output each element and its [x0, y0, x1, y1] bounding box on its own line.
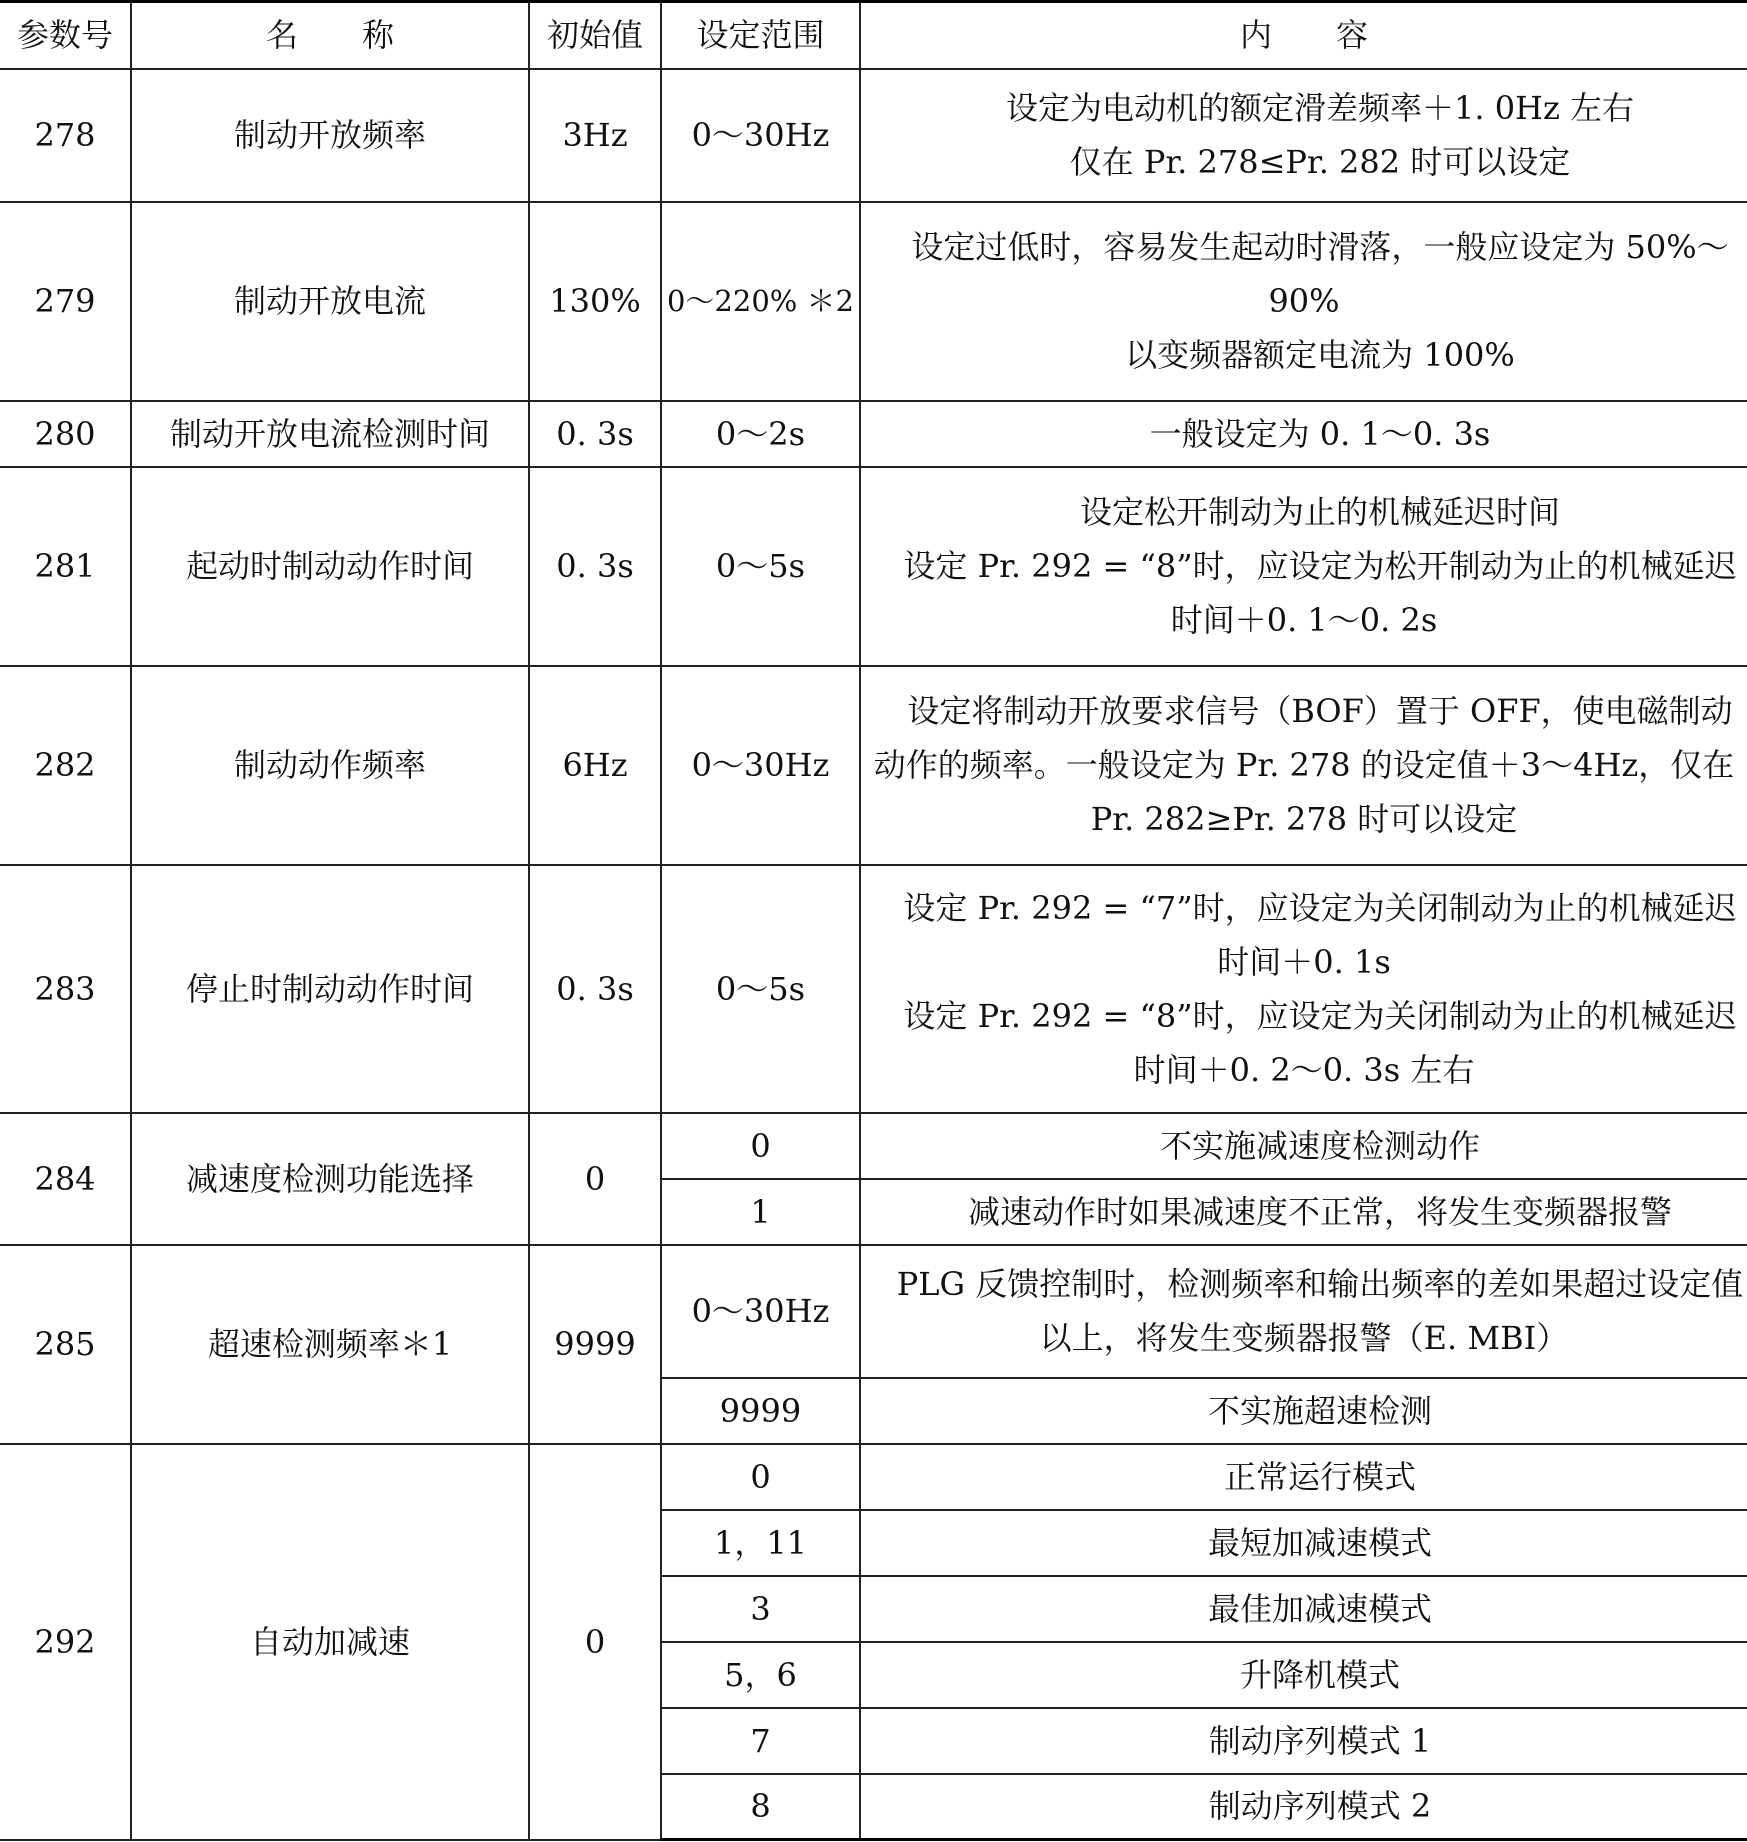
content-cell [860, 865, 1747, 1113]
param-name: 自动加减速 [131, 1444, 529, 1840]
content-line: 设定 Pr. 292 = “8”时，应设定为关闭制动为止的机械延迟时间＋0. 2～0. 3s 左右 [903, 996, 1737, 1089]
content-cell [860, 1245, 1747, 1378]
setting-range: 1 [661, 1179, 860, 1245]
param-number: 283 [0, 865, 131, 1113]
param-number: 285 [0, 1245, 131, 1444]
setting-range: 0～30Hz [661, 69, 860, 202]
setting-range: 3 [661, 1576, 860, 1642]
content-line: PLG 反馈控制时，检测频率和输出频率的差如果超过设定值以上，将发生变频器报警（E. MBI） [896, 1265, 1744, 1357]
setting-range: 9999 [661, 1378, 860, 1444]
content-line: 仅在 Pr. 278≤Pr. 282 时可以设定 [1069, 143, 1571, 181]
param-number: 292 [0, 1444, 131, 1840]
setting-range: 7 [661, 1708, 860, 1774]
content-line: 不实施超速检测 [1207, 1391, 1432, 1430]
table-row [0, 1113, 1747, 1179]
header-content: 内 容 [860, 2, 1747, 69]
setting-range: 0～2s [661, 401, 860, 467]
table-row [0, 865, 1747, 1113]
setting-range: 0～5s [661, 865, 860, 1113]
content-cell [860, 1642, 1747, 1708]
table-row [0, 1444, 1747, 1510]
param-number: 282 [0, 666, 131, 865]
content-line: 设定将制动开放要求信号（BOF）置于 OFF，使电磁制动动作的频率。一般设定为 Pr. 278 的设定值＋3～4Hz，仅在 Pr. 282≥Pr. 278 时可以设定 [873, 692, 1735, 838]
param-number: 278 [0, 69, 131, 202]
initial-value: 6Hz [529, 666, 661, 865]
table-row [0, 202, 1747, 401]
content-line: 制动序列模式 1 [1208, 1721, 1432, 1760]
setting-range: 0 [661, 1444, 860, 1510]
header-initial: 初始值 [529, 2, 661, 69]
setting-range: 1，11 [661, 1510, 860, 1576]
param-number: 284 [0, 1113, 131, 1245]
content-line: 最短加减速模式 [1207, 1523, 1432, 1562]
param-name: 制动开放电流 [131, 202, 529, 401]
initial-value: 0. 3s [529, 467, 661, 666]
content-line: 最佳加减速模式 [1207, 1589, 1432, 1628]
content-line: 升降机模式 [1239, 1655, 1400, 1694]
header-row [0, 2, 1747, 69]
setting-range: 8 [661, 1774, 860, 1840]
setting-range: 5，6 [661, 1642, 860, 1708]
content-line: 设定 Pr. 292 = “7”时，应设定为关闭制动为止的机械延迟时间＋0. 1s [903, 888, 1737, 981]
setting-range: 0 [661, 1113, 860, 1179]
table-row [0, 1245, 1747, 1378]
content-cell [860, 1510, 1747, 1576]
param-name: 减速度检测功能选择 [131, 1113, 529, 1245]
content-line: 一般设定为 0. 1～0. 3s [1149, 414, 1491, 453]
content-line: 设定松开制动为止的机械延迟时间 [1079, 493, 1560, 531]
initial-value: 0 [529, 1113, 661, 1245]
table-row [0, 69, 1747, 202]
param-number: 279 [0, 202, 131, 401]
param-number: 280 [0, 401, 131, 467]
content-line: 设定 Pr. 292 = “8”时，应设定为松开制动为止的机械延迟时间＋0. 1～0. 2s [903, 547, 1737, 639]
param-name: 超速检测频率＊1 [131, 1245, 529, 1444]
param-name: 制动开放电流检测时间 [131, 401, 529, 467]
setting-range: 0～5s [661, 467, 860, 666]
content-cell [860, 202, 1747, 401]
content-line: 不实施减速度检测动作 [1159, 1126, 1480, 1165]
table-row [0, 467, 1747, 666]
initial-value: 3Hz [529, 69, 661, 202]
table-row [0, 401, 1747, 467]
setting-range: 0～220% ＊2 [661, 202, 860, 401]
param-number: 281 [0, 467, 131, 666]
content-line: 设定过低时，容易发生起动时滑落，一般应设定为 50%～90% [911, 228, 1729, 320]
content-cell [860, 1113, 1747, 1179]
setting-range: 0～30Hz [661, 666, 860, 865]
content-cell [860, 467, 1747, 666]
content-cell [860, 1179, 1747, 1245]
content-cell [860, 1708, 1747, 1774]
initial-value: 130% [529, 202, 661, 401]
content-line: 制动序列模式 2 [1208, 1787, 1432, 1826]
initial-value: 0 [529, 1444, 661, 1840]
header-name: 名 称 [131, 2, 529, 69]
param-name: 起动时制动动作时间 [131, 467, 529, 666]
content-cell [860, 69, 1747, 202]
content-cell [860, 1378, 1747, 1444]
header-param: 参数号 [0, 2, 131, 69]
initial-value: 9999 [529, 1245, 661, 1444]
param-name: 停止时制动动作时间 [131, 865, 529, 1113]
param-name: 制动动作频率 [131, 666, 529, 865]
content-line: 设定为电动机的额定滑差频率＋1. 0Hz 左右 [1005, 89, 1634, 127]
setting-range: 0～30Hz [661, 1245, 860, 1378]
content-cell [860, 1444, 1747, 1510]
table-row [0, 666, 1747, 865]
content-cell [860, 1774, 1747, 1840]
content-cell [860, 666, 1747, 865]
content-line: 减速动作时如果减速度不正常，将发生变频器报警 [967, 1192, 1672, 1231]
header-range: 设定范围 [661, 2, 860, 69]
content-line: 正常运行模式 [1223, 1457, 1416, 1496]
param-name: 制动开放频率 [131, 69, 529, 202]
content-cell [860, 1576, 1747, 1642]
initial-value: 0. 3s [529, 865, 661, 1113]
content-cell [860, 401, 1747, 467]
content-line: 以变频器额定电流为 100% [1125, 336, 1515, 374]
initial-value: 0. 3s [529, 401, 661, 467]
